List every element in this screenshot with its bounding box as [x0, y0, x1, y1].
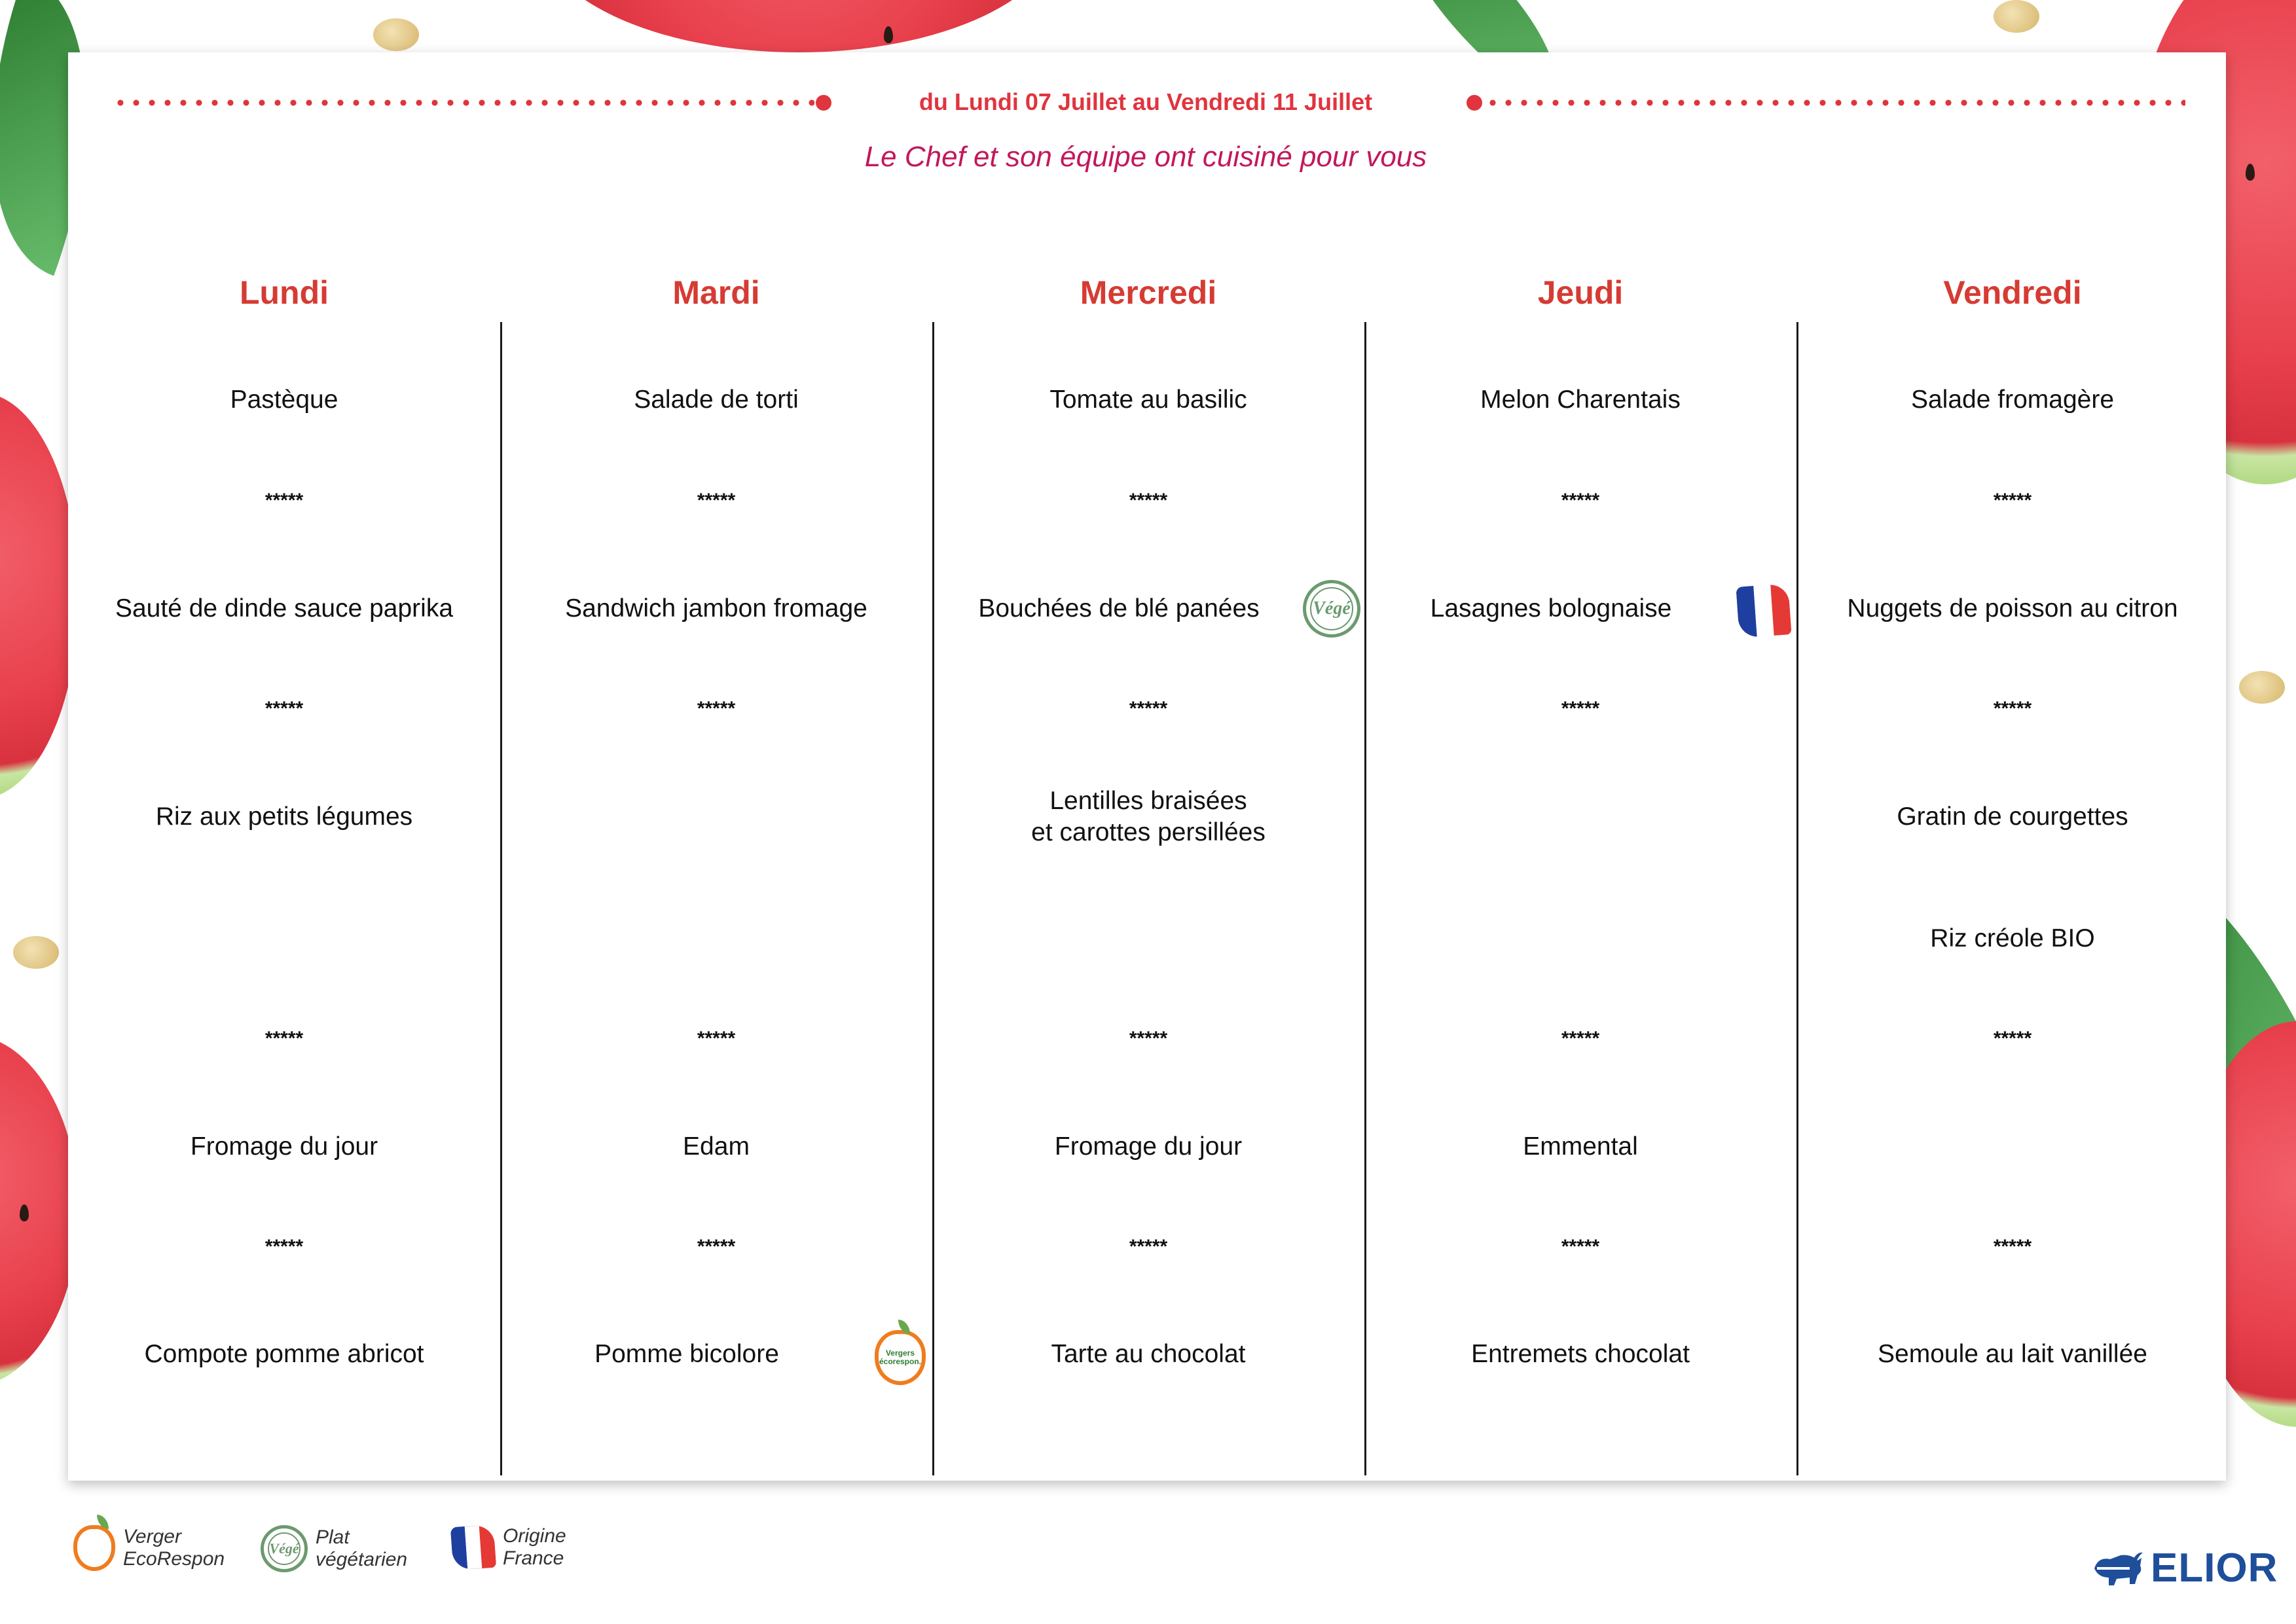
starter-dish: Tomate au basilic: [1049, 386, 1247, 414]
day-header-mardi: Mardi: [672, 274, 760, 311]
elior-logo: [2092, 1545, 2278, 1591]
cheese-dish: Edam: [683, 1132, 750, 1161]
course-separator: *****: [264, 1028, 304, 1049]
brand-name: ELIOR: [2151, 1545, 2278, 1591]
side-dish: Riz aux petits légumes: [155, 803, 413, 831]
day-column-mercredi: [932, 0, 1364, 1624]
side-dish: Gratin de courgettes: [1897, 803, 2128, 831]
side-dish: Lentilles braisées et carottes persillées: [1031, 787, 1266, 846]
seed-decoration: [13, 936, 59, 969]
starter-dish: Salade fromagère: [1910, 386, 2115, 414]
origine-france-icon: [1736, 583, 1791, 638]
legend-vegetarien: [261, 1525, 407, 1572]
course-separator: *****: [1993, 1236, 2032, 1257]
dessert-dish: Entremets chocolat: [1471, 1340, 1690, 1368]
legend-label: Verger EcoRespon: [123, 1526, 225, 1570]
main-dish: Sandwich jambon fromage: [565, 594, 867, 623]
day-header-lundi: Lundi: [239, 274, 329, 311]
seed-decoration: [20, 1204, 29, 1221]
day-column-vendredi: [1796, 0, 2229, 1624]
cheese-dish: Fromage du jour: [1054, 1132, 1243, 1161]
course-separator: *****: [697, 490, 736, 511]
main-dish: Lasagnes bolognaise: [1430, 594, 1672, 623]
course-separator: *****: [697, 698, 736, 719]
course-separator: *****: [1129, 1236, 1168, 1257]
cheese-dish: Fromage du jour: [190, 1132, 378, 1161]
seed-decoration: [2239, 671, 2285, 704]
verger-badge-text: Vergers écorespon.: [879, 1348, 922, 1366]
main-dish: Nuggets de poisson au citron: [1847, 594, 2178, 623]
course-separator: *****: [697, 1236, 736, 1257]
origine-france-icon: [450, 1525, 496, 1570]
main-dish: Bouchées de blé panées: [978, 594, 1260, 623]
cheese-dish: Emmental: [1523, 1132, 1638, 1161]
day-header-mercredi: Mercredi: [1080, 274, 1217, 311]
day-column-mardi: [500, 0, 932, 1624]
watermelon-decoration: [0, 393, 79, 799]
course-separator: *****: [1561, 698, 1600, 719]
course-separator: *****: [1129, 1028, 1168, 1049]
starter-dish: Melon Charentais: [1480, 386, 1681, 414]
legend-origine-france: [452, 1525, 566, 1570]
starter-dish: Pastèque: [230, 386, 338, 414]
day-header-vendredi: Vendredi: [1943, 274, 2082, 311]
course-separator: *****: [697, 1028, 736, 1049]
day-column-jeudi: [1364, 0, 1796, 1624]
dessert-dish: Tarte au chocolat: [1051, 1340, 1246, 1368]
course-separator: *****: [1993, 490, 2032, 511]
course-separator: *****: [1561, 490, 1600, 511]
bull-icon: [2092, 1549, 2144, 1588]
legend-verger: [73, 1525, 225, 1571]
course-separator: *****: [1993, 698, 2032, 719]
course-separator: *****: [1561, 1236, 1600, 1257]
course-separator: *****: [264, 1236, 304, 1257]
plat-vegetarien-icon: [1303, 580, 1360, 638]
side-dish-2: Riz créole BIO: [1930, 924, 2095, 952]
dessert-dish: Pomme bicolore: [594, 1340, 779, 1368]
legend-label: Plat végétarien: [316, 1526, 408, 1570]
legend-label: Origine France: [503, 1525, 566, 1569]
course-separator: *****: [1561, 1028, 1600, 1049]
day-column-lundi: [68, 0, 500, 1624]
plat-vegetarien-icon: [261, 1525, 308, 1572]
watermelon-decoration: [0, 1034, 79, 1388]
vege-badge-text: Végé: [1313, 598, 1351, 619]
main-dish: Sauté de dinde sauce paprika: [115, 594, 454, 623]
day-header-jeudi: Jeudi: [1537, 274, 1624, 311]
dessert-dish: Compote pomme abricot: [144, 1340, 424, 1368]
seed-decoration: [2246, 164, 2255, 181]
verger-ecorespon-icon: [73, 1525, 115, 1571]
course-separator: *****: [264, 490, 304, 511]
course-separator: *****: [264, 698, 304, 719]
page-subtitle: Le Chef et son équipe ont cuisiné pour vous: [864, 141, 1427, 173]
course-separator: *****: [1993, 1028, 2032, 1049]
verger-ecorespon-icon: [875, 1330, 926, 1385]
date-range: du Lundi 07 Juillet au Vendredi 11 Juillet: [919, 88, 1373, 115]
starter-dish: Salade de torti: [634, 386, 799, 414]
dessert-dish: Semoule au lait vanillée: [1878, 1340, 2147, 1368]
vege-badge-text: Végé: [269, 1540, 299, 1557]
course-separator: *****: [1129, 490, 1168, 511]
course-separator: *****: [1129, 698, 1168, 719]
